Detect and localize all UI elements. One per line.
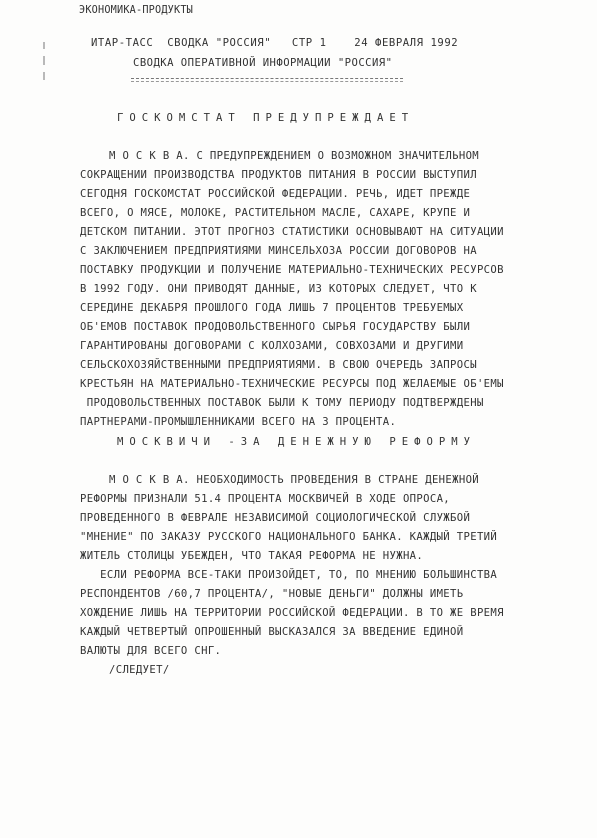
- article-1-headline: ГОСКОМСТАТ ПРЕДУПРЕЖДАЕТ: [117, 112, 415, 124]
- article-2-line: ВАЛЮТЫ ДЛЯ ВСЕГО СНГ.: [80, 645, 222, 657]
- digest-title: СВОДКА ОПЕРАТИВНОЙ ИНФОРМАЦИИ "РОССИЯ": [133, 57, 393, 69]
- article-2-headline: МОСКВИЧИ -ЗА ДЕНЕЖНУЮ РЕФОРМУ: [117, 436, 476, 448]
- article-1-line: ПОСТАВКУ ПРОДУКЦИИ И ПОЛУЧЕНИЕ МАТЕРИАЛЬНО-ТЕХНИЧЕСКИХ РЕСУРСОВ: [80, 264, 504, 276]
- article-1-line: СОКРАЩЕНИИ ПРОИЗВОДСТВА ПРОДУКТОВ ПИТАНИЯ В РОССИИ ВЫСТУПИЛ: [80, 169, 477, 181]
- article-1-line: ДЕТСКОМ ПИТАНИИ. ЭТОТ ПРОГНОЗ СТАТИСТИКИ ОСНОВЫВАЮТ НА СИТУАЦИИ: [80, 226, 504, 238]
- article-1-line: ГАРАНТИРОВАНЫ ДОГОВОРАМИ С КОЛХОЗАМИ, СОВХОЗАМИ И ДРУГИМИ: [80, 340, 464, 352]
- article-2-line: КАЖДЫЙ ЧЕТВЕРТЫЙ ОПРОШЕННЫЙ ВЫСКАЗАЛСЯ ЗА ВВЕДЕНИЕ ЕДИНОЙ: [80, 626, 464, 638]
- binding-mark: [43, 72, 45, 80]
- article-1-line: СЕГОДНЯ ГОСКОМСТАТ РОССИЙСКОЙ ФЕДЕРАЦИИ. РЕЧЬ, ИДЕТ ПРЕЖДЕ: [80, 188, 471, 200]
- article-1-line: СЕРЕДИНЕ ДЕКАБРЯ ПРОШЛОГО ГОДА ЛИШЬ 7 ПРОЦЕНТОВ ТРЕБУЕМЫХ: [80, 302, 464, 314]
- article-1-line: ОБ'ЕМОВ ПОСТАВОК ПРОДОВОЛЬСТВЕННОГО СЫРЬЯ ГОСУДАРСТВУ БЫЛИ: [80, 321, 471, 333]
- continuation-marker: /СЛЕДУЕТ/: [109, 664, 170, 676]
- article-2-line: М О С К В А. НЕОБХОДИМОСТЬ ПРОВЕДЕНИЯ В СТРАНЕ ДЕНЕЖНОЙ: [109, 474, 480, 486]
- article-1-line: СЕЛЬСКОХОЗЯЙСТВЕННЫМИ ПРЕДПРИЯТИЯМИ. В СВОЮ ОЧЕРЕДЬ ЗАПРОСЫ: [80, 359, 477, 371]
- article-2-line: РЕСПОНДЕНТОВ /60,7 ПРОЦЕНТА/, "НОВЫЕ ДЕНЬГИ" ДОЛЖНЫ ИМЕТЬ: [80, 588, 464, 600]
- article-1-line: ПРОДОВОЛЬСТВЕННЫХ ПОСТАВОК БЫЛИ К ТОМУ ПЕРИОДУ ПОДТВЕРЖДЕНЫ: [80, 397, 484, 409]
- article-1-line: ПАРТНЕРАМИ-ПРОМЫШЛЕННИКАМИ ВСЕГО НА 3 ПРОЦЕНТА.: [80, 416, 397, 428]
- article-2-line: ЕСЛИ РЕФОРМА ВСЕ-ТАКИ ПРОИЗОЙДЕТ, ТО, ПО МНЕНИЮ БОЛЬШИНСТВА: [80, 569, 498, 581]
- binding-mark: [43, 56, 45, 65]
- article-2-line: РЕФОРМЫ ПРИЗНАЛИ 51.4 ПРОЦЕНТА МОСКВИЧЕЙ В ХОДЕ ОПРОСА,: [80, 493, 451, 505]
- article-1-line: В 1992 ГОДУ. ОНИ ПРИВОДЯТ ДАННЫЕ, ИЗ КОТОРЫХ СЛЕДУЕТ, ЧТО К: [80, 283, 477, 295]
- binding-mark: [43, 42, 45, 49]
- article-2-line: ЖИТЕЛЬ СТОЛИЦЫ УБЕЖДЕН, ЧТО ТАКАЯ РЕФОРМА НЕ НУЖНА.: [80, 550, 424, 562]
- category-label: ЭКОНОМИКА-ПРОДУКТЫ: [79, 5, 194, 16]
- separator-line: [131, 81, 403, 82]
- article-2-line: ПРОВЕДЕННОГО В ФЕВРАЛЕ НЕЗАВИСИМОЙ СОЦИОЛОГИЧЕСКОЙ СЛУЖБОЙ: [80, 512, 471, 524]
- article-1-line: М О С К В А. С ПРЕДУПРЕЖДЕНИЕМ О ВОЗМОЖНОМ ЗНАЧИТЕЛЬНОМ: [109, 150, 480, 162]
- article-2-line: ХОЖДЕНИЕ ЛИШЬ НА ТЕРРИТОРИИ РОССИЙСКОЙ ФЕДЕРАЦИИ. В ТО ЖЕ ВРЕМЯ: [80, 607, 504, 619]
- article-1-line: ВСЕГО, О МЯСЕ, МОЛОКЕ, РАСТИТЕЛЬНОМ МАСЛЕ, САХАРЕ, КРУПЕ И: [80, 207, 471, 219]
- article-2-line: "МНЕНИЕ" ПО ЗАКАЗУ РУССКОГО НАЦИОНАЛЬНОГО БАНКА. КАЖДЫЙ ТРЕТИЙ: [80, 531, 498, 543]
- article-1-line: КРЕСТЬЯН НА МАТЕРИАЛЬНО-ТЕХНИЧЕСКИЕ РЕСУРСЫ ПОД ЖЕЛАЕМЫЕ ОБ'ЕМЫ: [80, 378, 504, 390]
- article-1-line: С ЗАКЛЮЧЕНИЕМ ПРЕДПРИЯТИЯМИ МИНСЕЛЬХОЗА РОССИИ ДОГОВОРОВ НА: [80, 245, 477, 257]
- agency-line: ИТАР-ТАСС СВОДКА "РОССИЯ" СТР 1 24 ФЕВРАЛЯ 1992: [91, 37, 459, 49]
- separator-line: [131, 78, 403, 79]
